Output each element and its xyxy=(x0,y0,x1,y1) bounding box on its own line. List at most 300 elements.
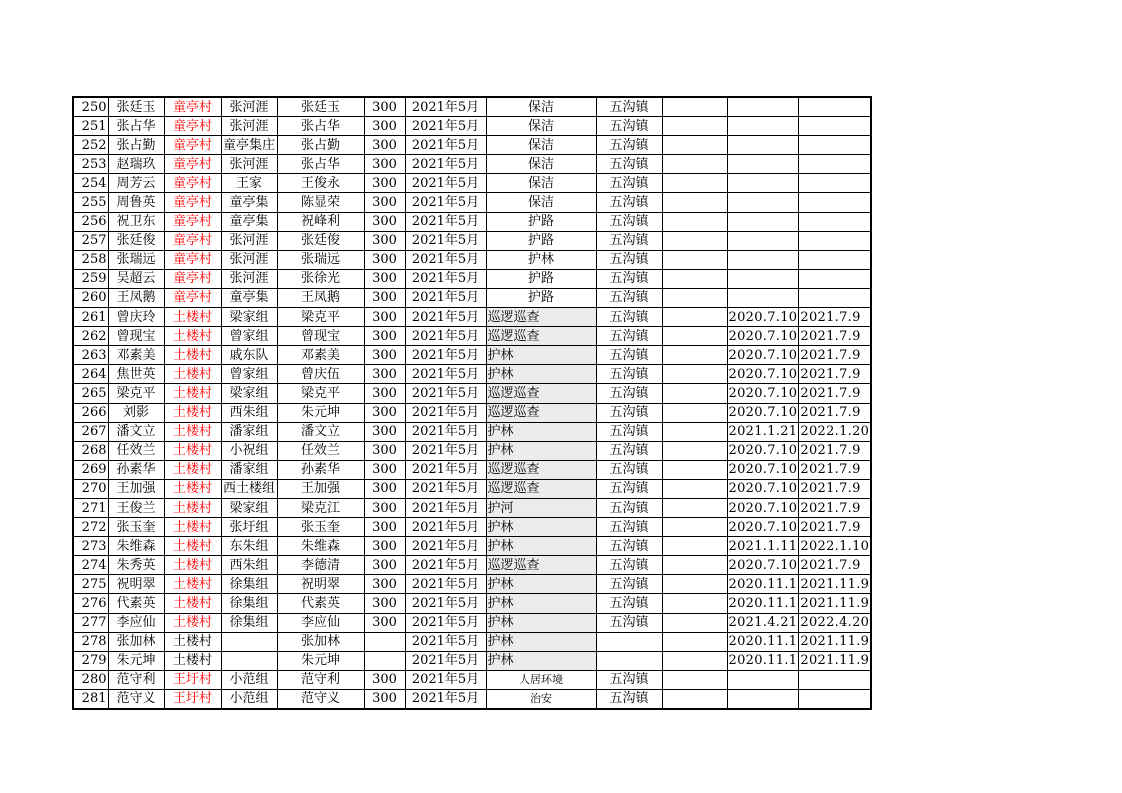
amount-cell: 300 xyxy=(364,479,405,498)
village-cell: 土楼村 xyxy=(164,479,221,498)
start-date-cell: 2020.7.10 xyxy=(727,384,799,403)
start-date-cell xyxy=(727,670,799,689)
month-cell: 2021年5月 xyxy=(405,136,486,155)
post-cell: 护路 xyxy=(486,269,596,288)
row-number-cell: 263 xyxy=(73,346,108,365)
group-cell: 童亭集庄 xyxy=(221,136,277,155)
name-cell: 王加强 xyxy=(108,479,164,498)
village-cell: 土楼村 xyxy=(164,594,221,613)
start-date-cell: 2020.7.10 xyxy=(727,308,799,327)
village-cell: 童亭村 xyxy=(164,97,221,117)
amount-cell: 300 xyxy=(364,174,405,193)
town-cell xyxy=(596,632,662,651)
row-number-cell: 274 xyxy=(73,556,108,575)
end-date-cell xyxy=(799,670,871,689)
post-cell: 护林 xyxy=(486,594,596,613)
end-date-cell: 2021.7.9 xyxy=(799,556,871,575)
row-number-cell: 270 xyxy=(73,479,108,498)
blank-cell xyxy=(662,575,727,594)
row-number-cell: 279 xyxy=(73,651,108,670)
month-cell: 2021年5月 xyxy=(405,422,486,441)
amount-cell: 300 xyxy=(364,575,405,594)
post-cell: 护林 xyxy=(486,632,596,651)
row-number-cell: 256 xyxy=(73,212,108,231)
table-row xyxy=(73,518,871,537)
payee-cell: 张占华 xyxy=(277,117,364,136)
blank-cell xyxy=(662,231,727,250)
start-date-cell: 2020.11.1 xyxy=(727,575,799,594)
post-cell: 护林 xyxy=(486,250,596,269)
blank-cell xyxy=(662,594,727,613)
row-number-cell: 253 xyxy=(73,155,108,174)
village-cell: 童亭村 xyxy=(164,174,221,193)
post-cell: 人居环境 xyxy=(486,670,596,689)
name-cell: 张玉奎 xyxy=(108,518,164,537)
start-date-cell xyxy=(727,174,799,193)
start-date-cell: 2020.11.1 xyxy=(727,594,799,613)
amount-cell: 300 xyxy=(364,498,405,517)
name-cell: 朱秀英 xyxy=(108,556,164,575)
month-cell: 2021年5月 xyxy=(405,308,486,327)
start-date-cell: 2020.7.10 xyxy=(727,479,799,498)
name-cell: 范守利 xyxy=(108,670,164,689)
post-cell: 护林 xyxy=(486,422,596,441)
village-cell: 童亭村 xyxy=(164,193,221,212)
end-date-cell xyxy=(799,117,871,136)
payee-cell: 李德清 xyxy=(277,556,364,575)
table-row xyxy=(73,193,871,212)
name-cell: 张占勤 xyxy=(108,136,164,155)
end-date-cell: 2021.7.9 xyxy=(799,346,871,365)
row-number-cell: 262 xyxy=(73,327,108,346)
end-date-cell: 2021.11.9 xyxy=(799,651,871,670)
town-cell: 五沟镇 xyxy=(596,498,662,517)
town-cell: 五沟镇 xyxy=(596,384,662,403)
row-number-cell: 257 xyxy=(73,231,108,250)
end-date-cell xyxy=(799,212,871,231)
payee-cell: 梁克江 xyxy=(277,498,364,517)
payee-cell: 张廷玉 xyxy=(277,97,364,117)
name-cell: 梁克平 xyxy=(108,384,164,403)
month-cell: 2021年5月 xyxy=(405,594,486,613)
payroll-table xyxy=(72,96,872,710)
village-cell: 土楼村 xyxy=(164,575,221,594)
start-date-cell xyxy=(727,250,799,269)
blank-cell xyxy=(662,422,727,441)
row-number-cell: 266 xyxy=(73,403,108,422)
post-cell: 护林 xyxy=(486,346,596,365)
village-cell: 土楼村 xyxy=(164,422,221,441)
town-cell: 五沟镇 xyxy=(596,136,662,155)
group-cell: 张圩组 xyxy=(221,518,277,537)
village-cell: 土楼村 xyxy=(164,556,221,575)
end-date-cell: 2022.1.10 xyxy=(799,537,871,556)
payee-cell: 祝明翠 xyxy=(277,575,364,594)
payee-cell: 王俊永 xyxy=(277,174,364,193)
post-cell: 巡逻巡查 xyxy=(486,460,596,479)
village-cell: 童亭村 xyxy=(164,288,221,307)
amount-cell: 300 xyxy=(364,537,405,556)
end-date-cell: 2022.4.20 xyxy=(799,613,871,632)
name-cell: 朱维森 xyxy=(108,537,164,556)
amount-cell: 300 xyxy=(364,288,405,307)
post-cell: 护林 xyxy=(486,365,596,384)
start-date-cell: 2020.7.10 xyxy=(727,460,799,479)
start-date-cell: 2020.7.10 xyxy=(727,498,799,517)
town-cell: 五沟镇 xyxy=(596,97,662,117)
start-date-cell: 2020.7.10 xyxy=(727,346,799,365)
table-row xyxy=(73,403,871,422)
town-cell: 五沟镇 xyxy=(596,269,662,288)
payee-cell: 任效兰 xyxy=(277,441,364,460)
amount-cell: 300 xyxy=(364,403,405,422)
name-cell: 朱元坤 xyxy=(108,651,164,670)
month-cell: 2021年5月 xyxy=(405,155,486,174)
table-row xyxy=(73,288,871,307)
group-cell: 徐集组 xyxy=(221,594,277,613)
month-cell: 2021年5月 xyxy=(405,613,486,632)
amount-cell: 300 xyxy=(364,136,405,155)
blank-cell xyxy=(662,174,727,193)
village-cell: 土楼村 xyxy=(164,651,221,670)
start-date-cell: 2020.11.1 xyxy=(727,632,799,651)
blank-cell xyxy=(662,212,727,231)
village-cell: 土楼村 xyxy=(164,327,221,346)
start-date-cell xyxy=(727,231,799,250)
village-cell: 土楼村 xyxy=(164,460,221,479)
month-cell: 2021年5月 xyxy=(405,269,486,288)
payee-cell: 陈显荣 xyxy=(277,193,364,212)
blank-cell xyxy=(662,613,727,632)
end-date-cell xyxy=(799,193,871,212)
start-date-cell xyxy=(727,269,799,288)
post-cell: 护林 xyxy=(486,575,596,594)
amount-cell: 300 xyxy=(364,441,405,460)
end-date-cell xyxy=(799,231,871,250)
start-date-cell xyxy=(727,136,799,155)
month-cell: 2021年5月 xyxy=(405,689,486,709)
group-cell: 小范组 xyxy=(221,670,277,689)
group-cell: 梁家组 xyxy=(221,384,277,403)
name-cell: 李应仙 xyxy=(108,613,164,632)
table-row xyxy=(73,651,871,670)
group-cell: 曾家组 xyxy=(221,327,277,346)
group-cell: 童亭集 xyxy=(221,193,277,212)
table-row xyxy=(73,689,871,709)
group-cell: 徐集组 xyxy=(221,613,277,632)
month-cell: 2021年5月 xyxy=(405,575,486,594)
amount-cell: 300 xyxy=(364,212,405,231)
payee-cell: 曾现宝 xyxy=(277,327,364,346)
blank-cell xyxy=(662,327,727,346)
village-cell: 土楼村 xyxy=(164,308,221,327)
amount-cell: 300 xyxy=(364,97,405,117)
table-row xyxy=(73,537,871,556)
row-number-cell: 267 xyxy=(73,422,108,441)
month-cell: 2021年5月 xyxy=(405,670,486,689)
payee-cell: 张加林 xyxy=(277,632,364,651)
end-date-cell: 2021.7.9 xyxy=(799,327,871,346)
table-row xyxy=(73,250,871,269)
end-date-cell: 2021.7.9 xyxy=(799,498,871,517)
name-cell: 吴超云 xyxy=(108,269,164,288)
month-cell: 2021年5月 xyxy=(405,556,486,575)
row-number-cell: 251 xyxy=(73,117,108,136)
village-cell: 童亭村 xyxy=(164,231,221,250)
group-cell: 潘家组 xyxy=(221,460,277,479)
end-date-cell: 2021.7.9 xyxy=(799,460,871,479)
table-row xyxy=(73,308,871,327)
table-row xyxy=(73,498,871,517)
end-date-cell: 2021.7.9 xyxy=(799,384,871,403)
group-cell xyxy=(221,651,277,670)
post-cell: 保洁 xyxy=(486,174,596,193)
payee-cell: 梁克平 xyxy=(277,308,364,327)
month-cell: 2021年5月 xyxy=(405,498,486,517)
month-cell: 2021年5月 xyxy=(405,460,486,479)
table-body xyxy=(73,97,871,709)
post-cell: 保洁 xyxy=(486,193,596,212)
blank-cell xyxy=(662,498,727,517)
row-number-cell: 278 xyxy=(73,632,108,651)
group-cell: 张河涯 xyxy=(221,117,277,136)
row-number-cell: 280 xyxy=(73,670,108,689)
town-cell: 五沟镇 xyxy=(596,575,662,594)
payee-cell: 曾庆伍 xyxy=(277,365,364,384)
month-cell: 2021年5月 xyxy=(405,212,486,231)
name-cell: 周芳云 xyxy=(108,174,164,193)
name-cell: 焦世英 xyxy=(108,365,164,384)
payee-cell: 祝峰利 xyxy=(277,212,364,231)
group-cell xyxy=(221,632,277,651)
month-cell: 2021年5月 xyxy=(405,651,486,670)
name-cell: 孙素华 xyxy=(108,460,164,479)
payee-cell: 朱元坤 xyxy=(277,651,364,670)
blank-cell xyxy=(662,346,727,365)
start-date-cell xyxy=(727,212,799,231)
table-row xyxy=(73,613,871,632)
post-cell: 护路 xyxy=(486,231,596,250)
end-date-cell: 2021.7.9 xyxy=(799,479,871,498)
village-cell: 童亭村 xyxy=(164,136,221,155)
amount-cell: 300 xyxy=(364,250,405,269)
blank-cell xyxy=(662,537,727,556)
name-cell: 祝明翠 xyxy=(108,575,164,594)
blank-cell xyxy=(662,155,727,174)
name-cell: 任效兰 xyxy=(108,441,164,460)
post-cell: 护河 xyxy=(486,498,596,517)
post-cell: 巡逻巡查 xyxy=(486,479,596,498)
group-cell: 戚东队 xyxy=(221,346,277,365)
payee-cell: 朱元坤 xyxy=(277,403,364,422)
end-date-cell xyxy=(799,155,871,174)
start-date-cell: 2020.7.10 xyxy=(727,403,799,422)
row-number-cell: 258 xyxy=(73,250,108,269)
village-cell: 土楼村 xyxy=(164,403,221,422)
village-cell: 童亭村 xyxy=(164,117,221,136)
row-number-cell: 277 xyxy=(73,613,108,632)
row-number-cell: 268 xyxy=(73,441,108,460)
end-date-cell: 2021.11.9 xyxy=(799,575,871,594)
group-cell: 张河涯 xyxy=(221,97,277,117)
town-cell: 五沟镇 xyxy=(596,613,662,632)
name-cell: 张瑞远 xyxy=(108,250,164,269)
start-date-cell: 2021.1.21 xyxy=(727,422,799,441)
table-row xyxy=(73,441,871,460)
table-row xyxy=(73,632,871,651)
town-cell: 五沟镇 xyxy=(596,670,662,689)
post-cell: 护林 xyxy=(486,613,596,632)
blank-cell xyxy=(662,250,727,269)
blank-cell xyxy=(662,651,727,670)
village-cell: 童亭村 xyxy=(164,250,221,269)
start-date-cell: 2020.7.10 xyxy=(727,365,799,384)
row-number-cell: 269 xyxy=(73,460,108,479)
town-cell: 五沟镇 xyxy=(596,117,662,136)
row-number-cell: 259 xyxy=(73,269,108,288)
amount-cell: 300 xyxy=(364,327,405,346)
amount-cell: 300 xyxy=(364,384,405,403)
group-cell: 王家 xyxy=(221,174,277,193)
month-cell: 2021年5月 xyxy=(405,479,486,498)
table-row xyxy=(73,575,871,594)
table-row xyxy=(73,556,871,575)
row-number-cell: 265 xyxy=(73,384,108,403)
post-cell: 护路 xyxy=(486,212,596,231)
blank-cell xyxy=(662,308,727,327)
start-date-cell: 2020.11.1 xyxy=(727,651,799,670)
payee-cell: 范守利 xyxy=(277,670,364,689)
end-date-cell xyxy=(799,250,871,269)
blank-cell xyxy=(662,670,727,689)
month-cell: 2021年5月 xyxy=(405,288,486,307)
town-cell: 五沟镇 xyxy=(596,422,662,441)
start-date-cell xyxy=(727,689,799,709)
village-cell: 王圩村 xyxy=(164,670,221,689)
start-date-cell xyxy=(727,288,799,307)
village-cell: 土楼村 xyxy=(164,498,221,517)
town-cell: 五沟镇 xyxy=(596,403,662,422)
row-number-cell: 261 xyxy=(73,308,108,327)
end-date-cell xyxy=(799,288,871,307)
name-cell: 范守义 xyxy=(108,689,164,709)
blank-cell xyxy=(662,136,727,155)
name-cell: 刘影 xyxy=(108,403,164,422)
group-cell: 梁家组 xyxy=(221,308,277,327)
town-cell: 五沟镇 xyxy=(596,518,662,537)
group-cell: 西土楼组 xyxy=(221,479,277,498)
month-cell: 2021年5月 xyxy=(405,231,486,250)
row-number-cell: 255 xyxy=(73,193,108,212)
payee-cell: 潘文立 xyxy=(277,422,364,441)
blank-cell xyxy=(662,479,727,498)
name-cell: 张廷玉 xyxy=(108,97,164,117)
amount-cell: 300 xyxy=(364,460,405,479)
month-cell: 2021年5月 xyxy=(405,97,486,117)
town-cell: 五沟镇 xyxy=(596,346,662,365)
start-date-cell xyxy=(727,193,799,212)
blank-cell xyxy=(662,384,727,403)
end-date-cell: 2021.7.9 xyxy=(799,308,871,327)
start-date-cell: 2020.7.10 xyxy=(727,556,799,575)
group-cell: 张河涯 xyxy=(221,155,277,174)
group-cell: 小范组 xyxy=(221,689,277,709)
end-date-cell: 2021.7.9 xyxy=(799,365,871,384)
end-date-cell: 2021.11.9 xyxy=(799,594,871,613)
amount-cell: 300 xyxy=(364,117,405,136)
payee-cell: 张廷俊 xyxy=(277,231,364,250)
town-cell: 五沟镇 xyxy=(596,441,662,460)
end-date-cell xyxy=(799,174,871,193)
end-date-cell: 2022.1.20 xyxy=(799,422,871,441)
group-cell: 潘家组 xyxy=(221,422,277,441)
end-date-cell xyxy=(799,97,871,117)
month-cell: 2021年5月 xyxy=(405,384,486,403)
amount-cell: 300 xyxy=(364,670,405,689)
amount-cell: 300 xyxy=(364,193,405,212)
month-cell: 2021年5月 xyxy=(405,518,486,537)
blank-cell xyxy=(662,97,727,117)
payee-cell: 张占勤 xyxy=(277,136,364,155)
blank-cell xyxy=(662,403,727,422)
payee-cell: 邓素美 xyxy=(277,346,364,365)
month-cell: 2021年5月 xyxy=(405,441,486,460)
group-cell: 童亭集 xyxy=(221,288,277,307)
post-cell: 护林 xyxy=(486,518,596,537)
post-cell: 护林 xyxy=(486,651,596,670)
town-cell: 五沟镇 xyxy=(596,288,662,307)
table-row xyxy=(73,365,871,384)
group-cell: 张河涯 xyxy=(221,250,277,269)
amount-cell: 300 xyxy=(364,556,405,575)
payee-cell: 王加强 xyxy=(277,479,364,498)
village-cell: 土楼村 xyxy=(164,518,221,537)
month-cell: 2021年5月 xyxy=(405,174,486,193)
group-cell: 东朱组 xyxy=(221,537,277,556)
town-cell: 五沟镇 xyxy=(596,479,662,498)
town-cell: 五沟镇 xyxy=(596,212,662,231)
month-cell: 2021年5月 xyxy=(405,346,486,365)
blank-cell xyxy=(662,365,727,384)
row-number-cell: 272 xyxy=(73,518,108,537)
row-number-cell: 271 xyxy=(73,498,108,517)
post-cell: 护路 xyxy=(486,288,596,307)
table-row xyxy=(73,231,871,250)
name-cell: 张廷俊 xyxy=(108,231,164,250)
table-row xyxy=(73,212,871,231)
month-cell: 2021年5月 xyxy=(405,327,486,346)
amount-cell: 300 xyxy=(364,613,405,632)
amount-cell: 300 xyxy=(364,422,405,441)
post-cell: 治安 xyxy=(486,689,596,709)
village-cell: 童亭村 xyxy=(164,212,221,231)
post-cell: 护林 xyxy=(486,537,596,556)
name-cell: 赵瑞玖 xyxy=(108,155,164,174)
town-cell: 五沟镇 xyxy=(596,250,662,269)
start-date-cell: 2020.7.10 xyxy=(727,441,799,460)
blank-cell xyxy=(662,689,727,709)
village-cell: 王圩村 xyxy=(164,689,221,709)
town-cell xyxy=(596,651,662,670)
table-row xyxy=(73,384,871,403)
village-cell: 土楼村 xyxy=(164,613,221,632)
table-row xyxy=(73,117,871,136)
payee-cell: 孙素华 xyxy=(277,460,364,479)
group-cell: 西朱组 xyxy=(221,556,277,575)
name-cell: 王凤鹅 xyxy=(108,288,164,307)
table-row xyxy=(73,670,871,689)
blank-cell xyxy=(662,518,727,537)
